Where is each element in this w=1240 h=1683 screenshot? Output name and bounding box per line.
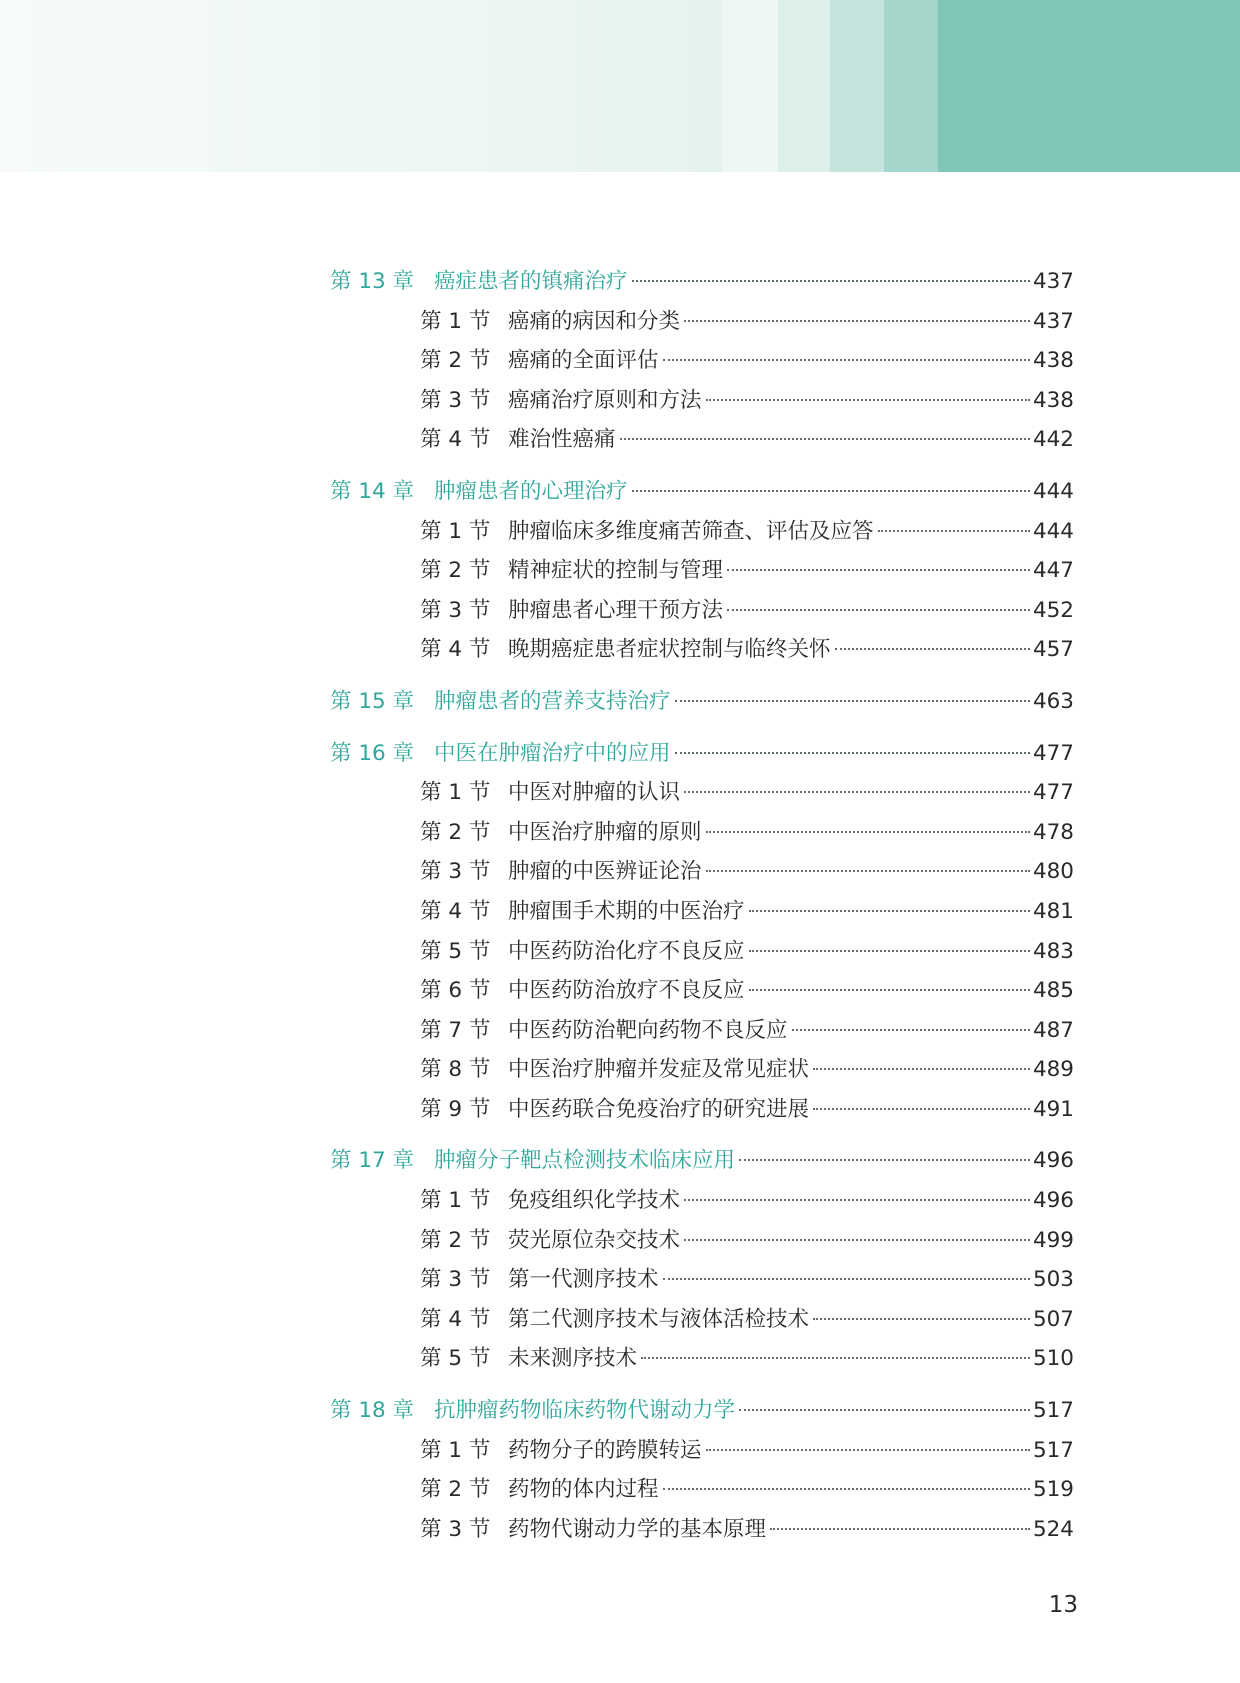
toc-section-entry[interactable] xyxy=(330,813,1074,853)
entry-number: 第 1 节 xyxy=(420,518,491,544)
entry-number: 第 4 节 xyxy=(420,637,491,663)
toc-section-entry[interactable] xyxy=(330,1181,1074,1221)
entry-title: 癌痛的全面评估 xyxy=(508,348,659,374)
entry-title: 中医药防治靶向药物不良反应 xyxy=(508,1017,788,1043)
toc-section-entry[interactable] xyxy=(330,551,1074,591)
toc-section-entry[interactable] xyxy=(330,512,1074,552)
header-stripe xyxy=(938,0,1240,172)
entry-title: 中医药防治放疗不良反应 xyxy=(508,978,745,1004)
entry-page: 524 xyxy=(1032,1516,1074,1542)
dot-leader xyxy=(684,790,1030,793)
entry-number: 第 2 节 xyxy=(420,1477,491,1503)
dot-leader xyxy=(620,437,1030,440)
dot-leader xyxy=(675,751,1030,754)
entry-title: 中医治疗肿瘤并发症及常见症状 xyxy=(508,1057,810,1083)
toc-section-entry[interactable] xyxy=(330,420,1074,460)
dot-leader xyxy=(749,949,1030,952)
entry-page: 485 xyxy=(1032,978,1074,1004)
dot-leader xyxy=(632,279,1030,282)
toc-section-entry[interactable] xyxy=(330,341,1074,381)
entry-page: 491 xyxy=(1032,1096,1074,1122)
entry-title: 中医治疗肿瘤的原则 xyxy=(508,819,702,845)
dot-leader xyxy=(770,1527,1030,1530)
entry-title: 肿瘤分子靶点检测技术临床应用 xyxy=(434,1148,736,1174)
entry-number: 第 5 节 xyxy=(420,938,491,964)
toc-chapter-entry[interactable] xyxy=(330,1141,1074,1181)
entry-title: 精神症状的控制与管理 xyxy=(508,558,724,584)
dot-leader xyxy=(684,1238,1030,1241)
entry-title: 肿瘤围手术期的中医治疗 xyxy=(508,898,745,924)
dot-leader xyxy=(706,830,1030,833)
entry-number: 第 2 节 xyxy=(420,819,491,845)
entry-page: 496 xyxy=(1032,1188,1074,1214)
entry-title: 肿瘤患者的心理治疗 xyxy=(434,478,628,504)
toc-section-entry[interactable] xyxy=(330,1470,1074,1510)
entry-page: 510 xyxy=(1032,1346,1074,1372)
dot-leader xyxy=(835,647,1030,650)
entry-page: 503 xyxy=(1032,1267,1074,1293)
header-stripe xyxy=(722,0,778,172)
dot-leader xyxy=(813,1107,1030,1110)
entry-number: 第 7 节 xyxy=(420,1017,491,1043)
entry-number: 第 15 章 xyxy=(330,688,415,714)
entry-number: 第 1 节 xyxy=(420,780,491,806)
entry-page: 487 xyxy=(1032,1017,1074,1043)
entry-page: 499 xyxy=(1032,1227,1074,1253)
toc-chapter-entry[interactable] xyxy=(330,472,1074,512)
toc-section-entry[interactable] xyxy=(330,302,1074,342)
entry-page: 489 xyxy=(1032,1057,1074,1083)
entry-page: 480 xyxy=(1032,859,1074,885)
toc-section-entry[interactable] xyxy=(330,1339,1074,1379)
dot-leader xyxy=(641,1356,1030,1359)
toc-section-entry[interactable] xyxy=(330,1050,1074,1090)
entry-number: 第 3 节 xyxy=(420,859,491,885)
dot-leader xyxy=(813,1317,1030,1320)
dot-leader xyxy=(878,529,1030,532)
entry-page: 438 xyxy=(1032,348,1074,374)
entry-title: 癌症患者的镇痛治疗 xyxy=(434,269,628,294)
entry-number: 第 2 节 xyxy=(420,348,491,374)
dot-leader xyxy=(813,1067,1030,1070)
header-band xyxy=(0,0,1240,172)
entry-number: 第 2 节 xyxy=(420,1227,491,1253)
entry-page: 444 xyxy=(1032,518,1074,544)
toc-section-entry[interactable] xyxy=(330,971,1074,1011)
dot-leader xyxy=(663,358,1030,361)
dot-leader xyxy=(706,1448,1030,1451)
entry-title: 荧光原位杂交技术 xyxy=(508,1227,681,1253)
entry-page: 477 xyxy=(1032,780,1074,806)
entry-page: 437 xyxy=(1032,269,1074,294)
dot-leader xyxy=(739,1158,1030,1161)
table-of-contents xyxy=(330,262,1074,1549)
entry-title: 药物的体内过程 xyxy=(508,1477,659,1503)
dot-leader xyxy=(663,1277,1030,1280)
entry-page: 478 xyxy=(1032,819,1074,845)
toc-section-entry[interactable] xyxy=(330,1221,1074,1261)
entry-number: 第 4 节 xyxy=(420,1306,491,1332)
entry-title: 肿瘤的中医辨证论治 xyxy=(508,859,702,885)
dot-leader xyxy=(632,489,1030,492)
toc-section-entry[interactable] xyxy=(330,1090,1074,1130)
dot-leader xyxy=(749,909,1030,912)
toc-section-entry[interactable] xyxy=(330,1260,1074,1300)
entry-title: 第二代测序技术与液体活检技术 xyxy=(508,1306,810,1332)
entry-title: 肿瘤患者的营养支持治疗 xyxy=(434,688,671,714)
entry-page: 477 xyxy=(1032,740,1074,766)
header-stripe xyxy=(778,0,830,172)
entry-page: 447 xyxy=(1032,558,1074,584)
entry-title: 肿瘤临床多维度痛苦筛查、评估及应答 xyxy=(508,518,874,544)
dot-leader xyxy=(675,699,1030,702)
entry-number: 第 3 节 xyxy=(420,597,491,623)
entry-number: 第 6 节 xyxy=(420,978,491,1004)
entry-number: 第 18 章 xyxy=(330,1398,415,1424)
entry-number: 第 9 节 xyxy=(420,1096,491,1122)
entry-number: 第 1 节 xyxy=(420,308,491,334)
entry-page: 457 xyxy=(1032,637,1074,663)
entry-title: 抗肿瘤药物临床药物代谢动力学 xyxy=(434,1398,736,1424)
dot-leader xyxy=(749,988,1030,991)
entry-title: 中医药联合免疫治疗的研究进展 xyxy=(508,1096,810,1122)
toc-chapter-entry[interactable] xyxy=(330,1391,1074,1431)
dot-leader xyxy=(792,1028,1030,1031)
toc-chapter-entry[interactable] xyxy=(330,734,1074,774)
entry-number: 第 2 节 xyxy=(420,558,491,584)
entry-title: 晚期癌症患者症状控制与临终关怀 xyxy=(508,637,831,663)
entry-title: 免疫组织化学技术 xyxy=(508,1188,681,1214)
entry-page: 496 xyxy=(1032,1148,1074,1174)
toc-section-entry[interactable] xyxy=(330,932,1074,972)
entry-title: 中医对肿瘤的认识 xyxy=(508,780,681,806)
entry-page: 444 xyxy=(1032,478,1074,504)
page-number: 13 xyxy=(1048,1592,1078,1618)
toc-section-entry[interactable] xyxy=(330,381,1074,421)
entry-number: 第 3 节 xyxy=(420,1267,491,1293)
entry-number: 第 13 章 xyxy=(330,269,415,294)
entry-page: 507 xyxy=(1032,1306,1074,1332)
entry-title: 中医药防治化疗不良反应 xyxy=(508,938,745,964)
header-stripe xyxy=(830,0,884,172)
dot-leader xyxy=(684,319,1030,322)
entry-title: 未来测序技术 xyxy=(508,1346,638,1372)
entry-number: 第 4 节 xyxy=(420,898,491,924)
entry-page: 481 xyxy=(1032,898,1074,924)
entry-title: 肿瘤患者心理干预方法 xyxy=(508,597,724,623)
toc-section-entry[interactable] xyxy=(330,1510,1074,1550)
toc-section-entry[interactable] xyxy=(330,1300,1074,1340)
toc-section-entry[interactable] xyxy=(330,892,1074,932)
entry-page: 517 xyxy=(1032,1437,1074,1463)
entry-number: 第 14 章 xyxy=(330,478,415,504)
entry-number: 第 1 节 xyxy=(420,1437,491,1463)
entry-page: 438 xyxy=(1032,387,1074,413)
dot-leader xyxy=(663,1487,1030,1490)
entry-title: 第一代测序技术 xyxy=(508,1267,659,1293)
entry-page: 517 xyxy=(1032,1398,1074,1424)
toc-section-entry[interactable] xyxy=(330,1431,1074,1471)
entry-page: 483 xyxy=(1032,938,1074,964)
entry-number: 第 1 节 xyxy=(420,1188,491,1214)
entry-title: 中医在肿瘤治疗中的应用 xyxy=(434,740,671,766)
dot-leader xyxy=(739,1408,1030,1411)
toc-section-entry[interactable] xyxy=(330,852,1074,892)
entry-page: 442 xyxy=(1032,427,1074,453)
toc-section-entry[interactable] xyxy=(330,591,1074,631)
entry-page: 463 xyxy=(1032,688,1074,714)
entry-title: 癌痛治疗原则和方法 xyxy=(508,387,702,413)
entry-number: 第 8 节 xyxy=(420,1057,491,1083)
entry-number: 第 4 节 xyxy=(420,427,491,453)
dot-leader xyxy=(706,869,1030,872)
dot-leader xyxy=(684,1198,1030,1201)
entry-page: 437 xyxy=(1032,308,1074,334)
toc-section-entry[interactable] xyxy=(330,773,1074,813)
toc-section-entry[interactable] xyxy=(330,1011,1074,1051)
entry-title: 药物代谢动力学的基本原理 xyxy=(508,1516,767,1542)
entry-number: 第 16 章 xyxy=(330,740,415,766)
toc-chapter-entry[interactable] xyxy=(330,262,1074,302)
entry-title: 癌痛的病因和分类 xyxy=(508,308,681,334)
entry-title: 药物分子的跨膜转运 xyxy=(508,1437,702,1463)
entry-number: 第 5 节 xyxy=(420,1346,491,1372)
entry-number: 第 3 节 xyxy=(420,387,491,413)
entry-page: 519 xyxy=(1032,1477,1074,1503)
dot-leader xyxy=(727,608,1030,611)
dot-leader xyxy=(727,568,1030,571)
entry-number: 第 3 节 xyxy=(420,1516,491,1542)
dot-leader xyxy=(706,398,1030,401)
entry-title: 难治性癌痛 xyxy=(508,427,616,453)
entry-page: 452 xyxy=(1032,597,1074,623)
entry-number: 第 17 章 xyxy=(330,1148,415,1174)
toc-section-entry[interactable] xyxy=(330,630,1074,670)
header-stripe xyxy=(884,0,938,172)
toc-chapter-entry[interactable] xyxy=(330,682,1074,722)
